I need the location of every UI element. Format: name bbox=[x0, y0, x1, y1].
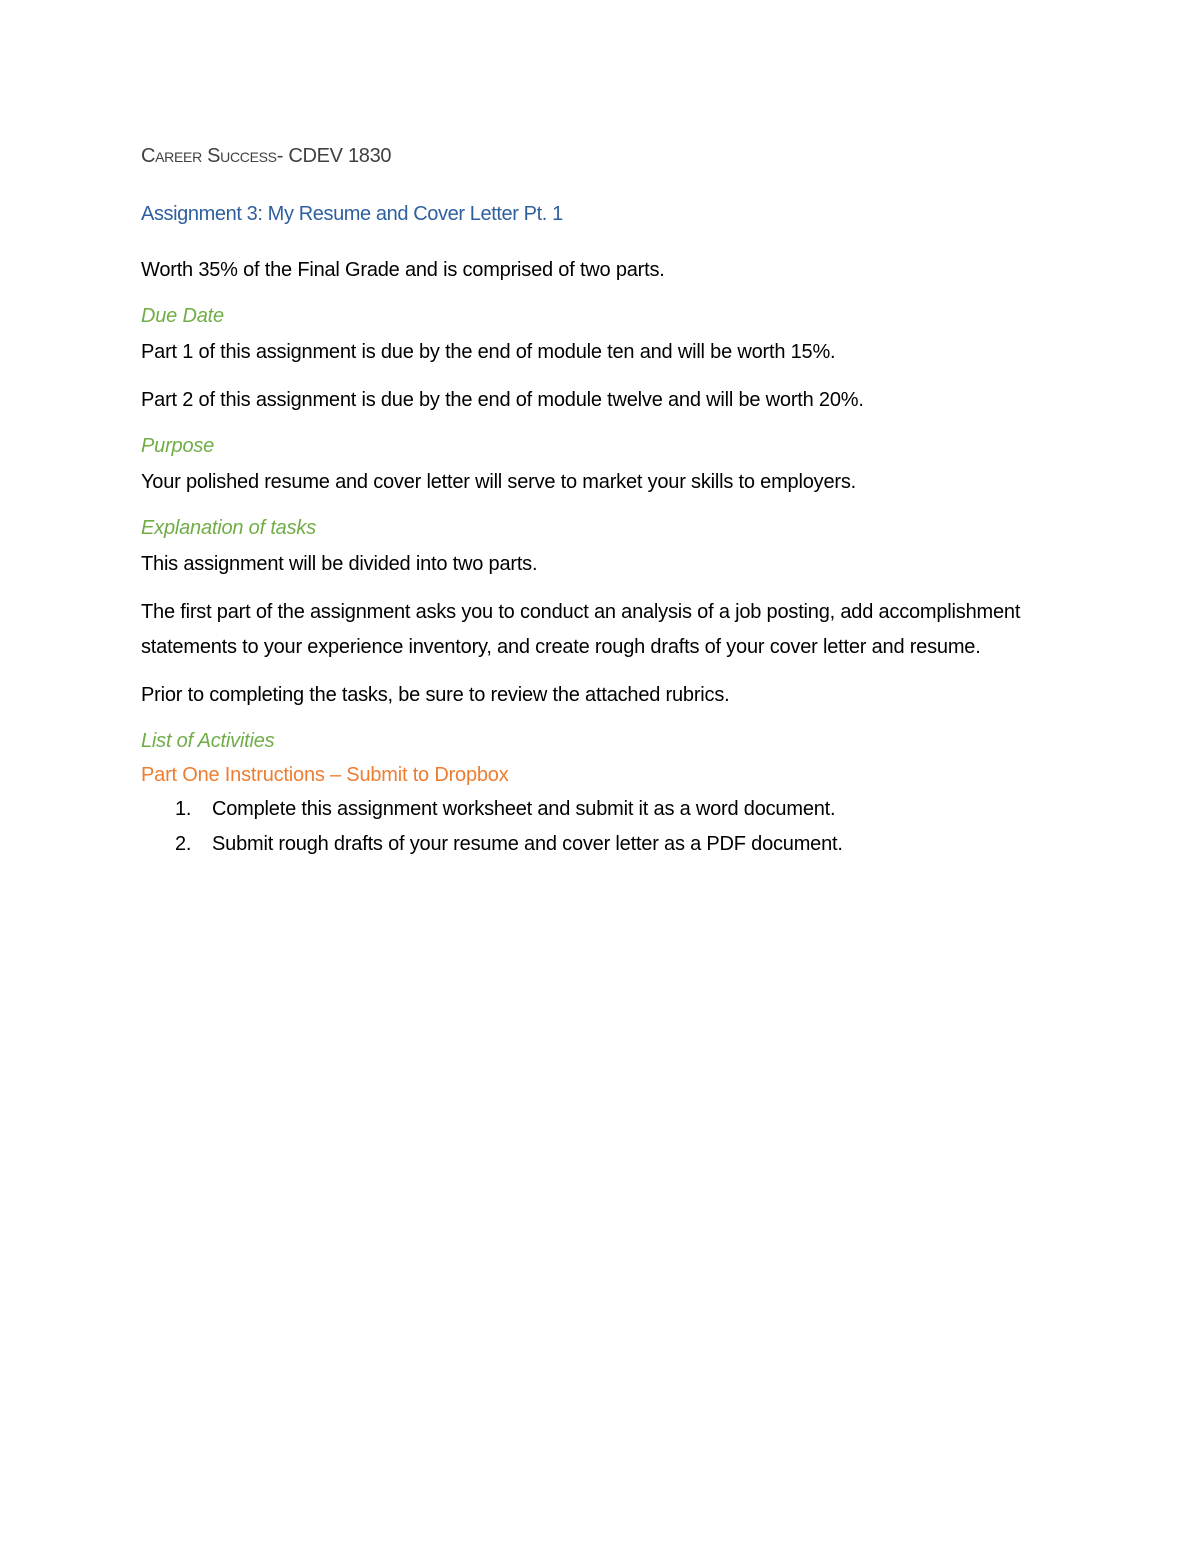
due-date-heading: Due Date bbox=[141, 305, 224, 327]
due-date-part1: Part 1 of this assignment is due by the end of module ten and will be worth 15%. bbox=[141, 341, 836, 363]
assignment-title: Assignment 3: My Resume and Cover Letter Pt. 1 bbox=[141, 203, 563, 225]
explanation-text-3: Prior to completing the tasks, be sure to review the attached rubrics. bbox=[141, 684, 730, 706]
list-item bbox=[175, 827, 1071, 862]
due-date-part2: Part 2 of this assignment is due by the end of module twelve and will be worth 20%. bbox=[141, 389, 864, 411]
explanation-text-2: The first part of the assignment asks you to conduct an analysis of a job posting, add accomplishment statements to your experience inventory, and create rough drafts of your cover letter and resume. bbox=[141, 601, 1021, 658]
part-one-heading: Part One Instructions – Submit to Dropbox bbox=[141, 764, 509, 786]
list-item-number: 2. bbox=[175, 833, 192, 855]
explanation-text-1: This assignment will be divided into two parts. bbox=[141, 553, 538, 575]
document-content bbox=[141, 140, 1071, 862]
course-title: Career Success- CDEV 1830 bbox=[141, 145, 392, 167]
worth-statement: Worth 35% of the Final Grade and is comprised of two parts. bbox=[141, 259, 665, 281]
list-item-text: Complete this assignment worksheet and submit it as a word document. bbox=[212, 798, 836, 820]
list-item-text: Submit rough drafts of your resume and cover letter as a PDF document. bbox=[212, 833, 843, 855]
explanation-heading: Explanation of tasks bbox=[141, 517, 316, 539]
activities-heading: List of Activities bbox=[141, 730, 275, 752]
purpose-text: Your polished resume and cover letter will serve to market your skills to employers. bbox=[141, 471, 856, 493]
list-item-number: 1. bbox=[175, 798, 192, 820]
activity-list bbox=[141, 792, 1071, 862]
list-item bbox=[175, 792, 1071, 827]
purpose-heading: Purpose bbox=[141, 435, 215, 457]
